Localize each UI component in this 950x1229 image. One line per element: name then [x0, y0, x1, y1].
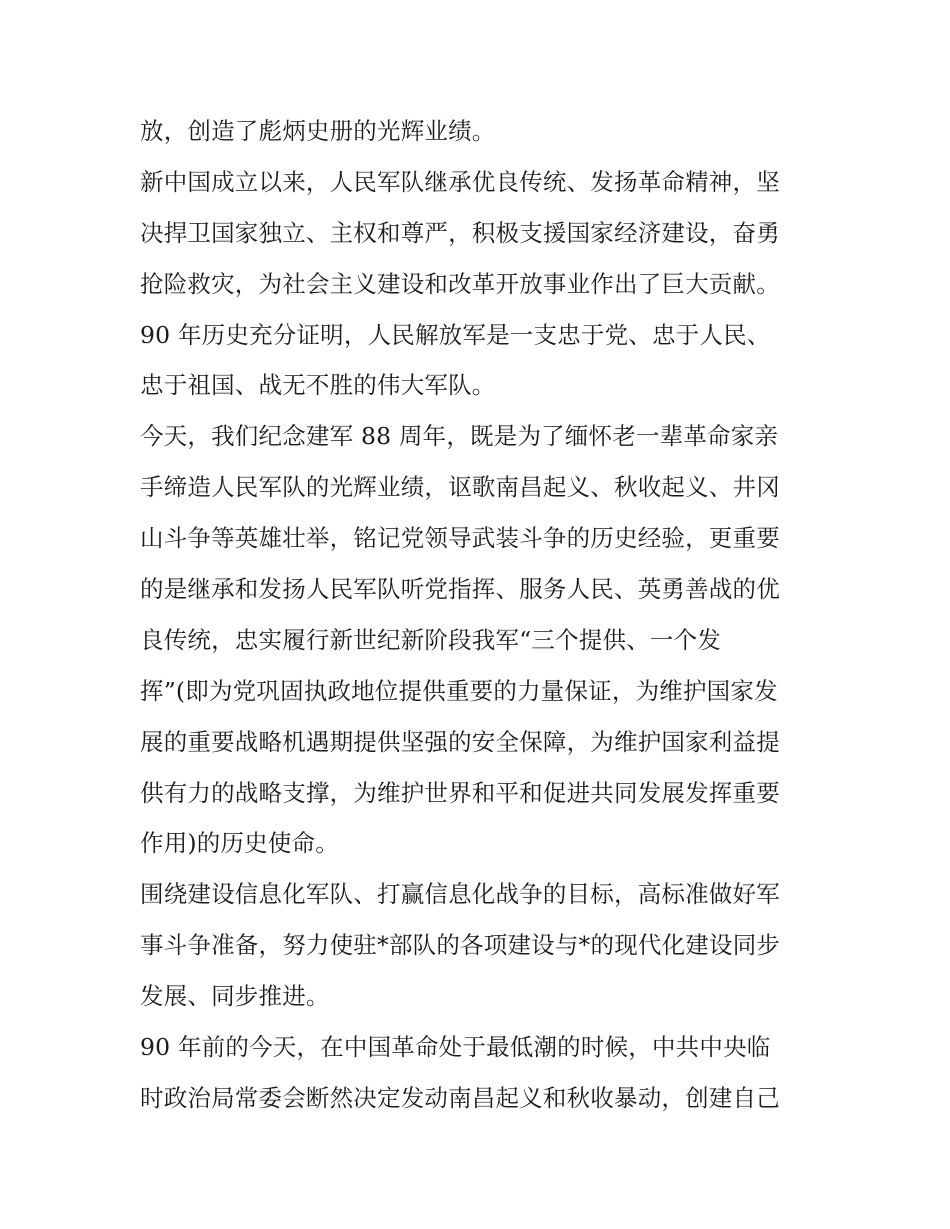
text-line: 供有力的战略支撑，为维护世界和平和促进共同发展发挥重要 [140, 778, 780, 807]
text-line: 放，创造了彪炳史册的光辉业绩。 [140, 117, 496, 145]
text-line: 的是继承和发扬人民军队听党指挥、服务人民、英勇善战的优 [140, 575, 780, 604]
text-line: 新中国成立以来，人民军队继承优良传统、发扬革命精神，坚 [140, 167, 780, 196]
text-line: 90 年前的今天，在中国革命处于最低潮的时候，中共中央临 [140, 1033, 771, 1062]
text-line: 今天，我们纪念建军 88 周年，既是为了缅怀老一辈革命家亲 [140, 422, 779, 451]
document-body [140, 106, 830, 1124]
text-line: 作用)的历史使命。 [140, 829, 339, 858]
text-line: 山斗争等英雄壮举，铭记党领导武装斗争的历史经验，更重要 [140, 524, 780, 553]
text-line: 手缔造人民军队的光辉业绩，讴歌南昌起义、秋收起义、井冈 [140, 473, 780, 502]
text-line: 时政治局常委会断然决定发动南昌起义和秋收暴动，创建自己 [140, 1083, 780, 1112]
text-line: 忠于祖国、战无不胜的伟大军队。 [140, 371, 496, 400]
text-line: 90 年历史充分证明，人民解放军是一支忠于党、忠于人民、 [140, 320, 771, 349]
text-line: 事斗争准备，努力使驻*部队的各项建设与*的现代化建设同步 [140, 931, 781, 960]
text-line: 挥”(即为党巩固执政地位提供重要的力量保证，为维护国家发 [140, 676, 778, 705]
text-line: 发展、同步推进。 [140, 982, 330, 1011]
text-line: 决捍卫国家独立、主权和尊严，积极支援国家经济建设，奋勇 [140, 218, 780, 247]
text-line: 抢险救灾，为社会主义建设和改革开放事业作出了巨大贡献。 [140, 269, 780, 298]
text-line: 围绕建设信息化军队、打赢信息化战争的目标，高标准做好军 [140, 880, 780, 909]
text-line: 展的重要战略机遇期提供坚强的安全保障，为维护国家利益提 [140, 727, 780, 756]
text-line: 良传统，忠实履行新世纪新阶段我军“三个提供、一个发 [140, 625, 722, 654]
